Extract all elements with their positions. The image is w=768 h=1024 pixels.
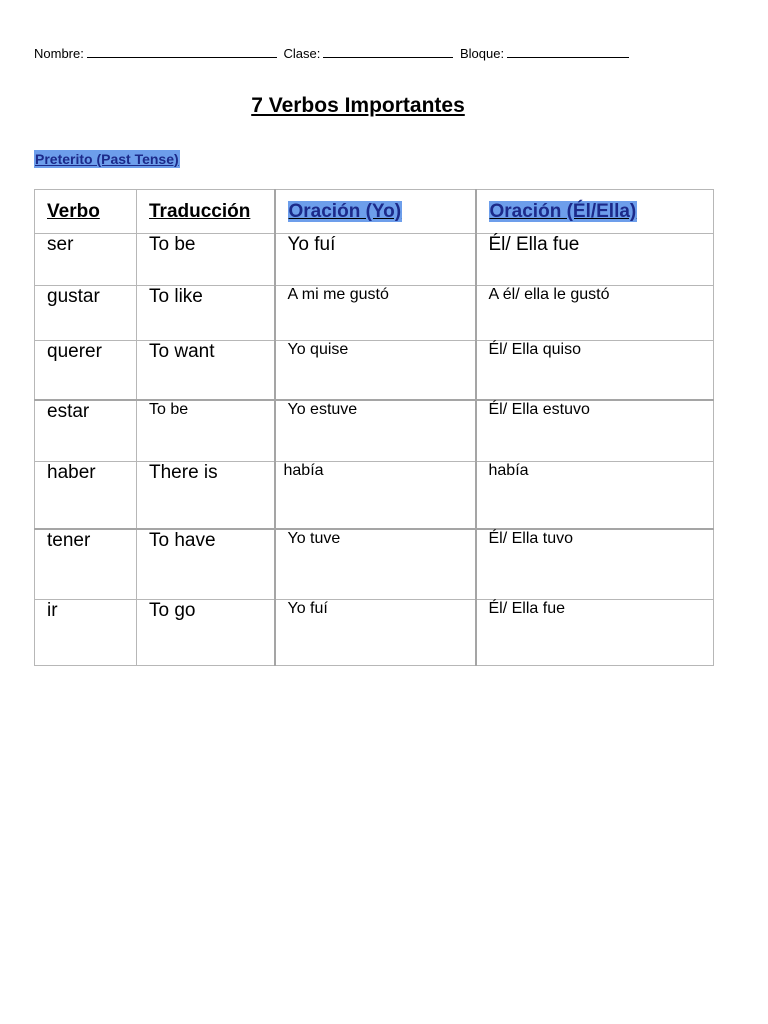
cell-oracion-yo: Yo tuve xyxy=(275,529,476,600)
cell-traduccion: To want xyxy=(137,341,275,400)
cell-verbo: tener xyxy=(35,529,137,600)
cell-traduccion: There is xyxy=(137,462,275,529)
cell-oracion-yo: A mi me gustó xyxy=(275,286,476,341)
bloque-label: Bloque: xyxy=(459,46,505,61)
verbs-table xyxy=(34,189,714,666)
cell-oracion-el-ella: Él/ Ella estuvo xyxy=(476,400,714,462)
cell-verbo: gustar xyxy=(35,286,137,341)
cell-traduccion: To have xyxy=(137,529,275,600)
clase-blank xyxy=(323,46,453,58)
header-oracion-yo xyxy=(275,190,476,234)
cell-oracion-yo: Yo fuí xyxy=(275,600,476,666)
cell-verbo: haber xyxy=(35,462,137,529)
header-verbo: Verbo xyxy=(35,190,137,234)
cell-verbo: querer xyxy=(35,341,137,400)
cell-traduccion: To like xyxy=(137,286,275,341)
cell-oracion-el-ella: Él/ Ella quiso xyxy=(476,341,714,400)
bloque-blank xyxy=(507,46,629,58)
cell-oracion-el-ella: Él/ Ella fue xyxy=(476,234,714,286)
cell-oracion-el-ella: había xyxy=(476,462,714,529)
student-info-line xyxy=(34,46,632,61)
cell-verbo: ir xyxy=(35,600,137,666)
cell-verbo: ser xyxy=(35,234,137,286)
document-title: 7 Verbos Importantes xyxy=(251,94,465,117)
table-row xyxy=(35,400,714,462)
nombre-blank xyxy=(87,46,277,58)
nombre-label: Nombre: xyxy=(34,46,84,61)
cell-oracion-el-ella: A él/ ella le gustó xyxy=(476,286,714,341)
table-row xyxy=(35,286,714,341)
clase-label: Clase: xyxy=(283,46,321,61)
header-oracion-el-ella-text: Oración (Él/Ella) xyxy=(489,201,637,222)
cell-oracion-el-ella: Él/ Ella tuvo xyxy=(476,529,714,600)
table-row xyxy=(35,529,714,600)
cell-traduccion: To be xyxy=(137,400,275,462)
header-traduccion: Traducción xyxy=(137,190,275,234)
table-row xyxy=(35,600,714,666)
cell-traduccion: To be xyxy=(137,234,275,286)
header-oracion-el-ella xyxy=(476,190,714,234)
cell-oracion-yo: Yo quise xyxy=(275,341,476,400)
header-oracion-yo-text: Oración (Yo) xyxy=(288,201,402,222)
section-heading: Preterito (Past Tense) xyxy=(35,151,179,167)
table-row xyxy=(35,234,714,286)
table-row xyxy=(35,462,714,529)
cell-verbo: estar xyxy=(35,400,137,462)
cell-oracion-yo: Yo fuí xyxy=(275,234,476,286)
table-header-row xyxy=(35,190,714,234)
cell-oracion-yo: Yo estuve xyxy=(275,400,476,462)
cell-traduccion: To go xyxy=(137,600,275,666)
cell-oracion-el-ella: Él/ Ella fue xyxy=(476,600,714,666)
cell-oracion-yo: había xyxy=(275,462,476,529)
table-row xyxy=(35,341,714,400)
